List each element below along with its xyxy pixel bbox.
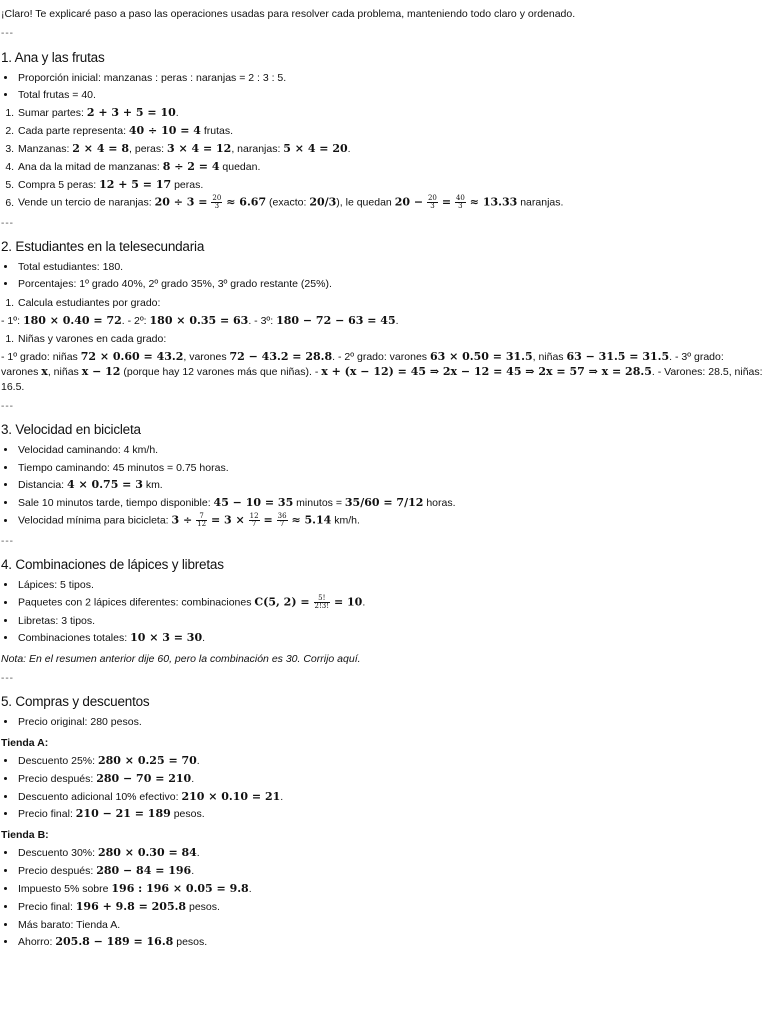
list-item: • Impuesto 5% sobre 196 : 196 × 0.05 = 9.8. xyxy=(17,882,764,897)
section-1-title: 1. Ana y las frutas xyxy=(1,49,105,65)
section-2-step-2 xyxy=(1,332,764,346)
list-item: • Precio final: 196 + 9.8 = 205.8 pesos. xyxy=(17,900,764,915)
section-3-bullets xyxy=(1,443,764,528)
list-item: • Porcentajes: 1º grado 40%, 2º grado 35%, 3º grado restante (25%). xyxy=(17,277,764,291)
list-item: • Descuento 30%: 280 × 0.30 = 84. xyxy=(17,846,764,861)
list-item: 1. Calcula estudiantes por grado: xyxy=(17,296,764,310)
section-1-bullets xyxy=(1,71,764,102)
separator: --- xyxy=(1,400,14,412)
list-item: • Paquetes con 2 lápices diferentes: combinaciones C(5, 2) = $\frac{5!}{2!3!}$ = 10. xyxy=(17,595,764,610)
list-item: • Precio final: 210 − 21 = 189 pesos. xyxy=(17,807,764,822)
separator: --- xyxy=(1,217,14,229)
list-item: • Total estudiantes: 180. xyxy=(17,260,764,274)
list-item: • Libretas: 3 tipos. xyxy=(17,614,764,628)
section-1-steps xyxy=(1,106,764,210)
section-2-step-1 xyxy=(1,296,764,310)
section-3-title: 3. Velocidad en bicicleta xyxy=(1,422,141,438)
list-item: • Ahorro: 205.8 − 189 = 16.8 pesos. xyxy=(17,935,764,950)
list-item: • Descuento adicional 10% efectivo: 210 × 0.10 = 21. xyxy=(17,790,764,805)
list-item: • Velocidad mínima para bicicleta: 3 ÷ $\frac{7}{12}$ = 3 × $\frac{12}{7}$ = $\frac{36}{7}$ ≈ 5.14 km/h. xyxy=(17,513,764,528)
list-item: 2. Cada parte representa: 40 ÷ 10 = 4 frutas. xyxy=(17,124,764,139)
list-item: • Precio original: 280 pesos. xyxy=(17,715,764,729)
list-item: • Distancia: 4 × 0.75 = 3 km. xyxy=(17,478,764,493)
section-5-title: 5. Compras y descuentos xyxy=(1,694,150,710)
separator: --- xyxy=(1,28,14,40)
separator: --- xyxy=(1,535,14,547)
list-item: • Proporción inicial: manzanas : peras : naranjas = 2 : 3 : 5. xyxy=(17,71,764,85)
list-item: • Velocidad caminando: 4 km/h. xyxy=(17,443,764,457)
list-item: 6. Vende un tercio de naranjas: 20 ÷ 3 = $\frac{20}{3}$ ≈ 6.67 (exacto: 20/3), le quedan 20 − $\frac{20}{3}$ = $\frac{40}{3}$ ≈ 13.33 naranjas. xyxy=(17,195,764,210)
store-a-heading: Tienda A: xyxy=(1,736,49,749)
section-4-title: 4. Combinaciones de lápices y libretas xyxy=(1,557,224,573)
list-item: • Descuento 25%: 280 × 0.25 = 70. xyxy=(17,754,764,769)
list-item: • Más barato: Tienda A. xyxy=(17,918,764,932)
list-item: • Tiempo caminando: 45 minutos = 0.75 horas. xyxy=(17,461,764,475)
list-item: • Total frutas = 40. xyxy=(17,88,764,102)
correction-note: Nota: En el resumen anterior dije 60, pero la combinación es 30. Corrijo aquí. xyxy=(1,652,361,665)
list-item: 5. Compra 5 peras: 12 + 5 = 17 peras. xyxy=(17,178,764,193)
list-item: • Precio después: 280 − 70 = 210. xyxy=(17,772,764,787)
intro-text: ¡Claro! Te explicaré paso a paso las operaciones usadas para resolver cada problema, manteniendo todo claro y ordenado. xyxy=(1,8,576,20)
section-5-bullets xyxy=(1,715,764,729)
store-a-list xyxy=(1,754,764,822)
list-item: • Combinaciones totales: 10 × 3 = 30. xyxy=(17,631,764,646)
section-2-title: 2. Estudiantes en la telesecundaria xyxy=(1,239,205,255)
section-4-bullets xyxy=(1,578,764,645)
list-item: • Lápices: 5 tipos. xyxy=(17,578,764,592)
store-b-list xyxy=(1,846,764,949)
list-item: 1. Sumar partes: 2 + 3 + 5 = 10. xyxy=(17,106,764,121)
separator: --- xyxy=(1,672,14,684)
list-item: 3. Manzanas: 2 × 4 = 8, peras: 3 × 4 = 12, naranjas: 5 × 4 = 20. xyxy=(17,142,764,157)
section-2-bullets xyxy=(1,260,764,291)
list-item: • Sale 10 minutos tarde, tiempo disponible: 45 − 10 = 35 minutos = 35/60 = 7/12 horas. xyxy=(17,496,764,511)
grade-counts-paragraph: - 1º: 180 × 0.40 = 72. - 2º: 180 × 0.35 = 63. - 3º: 180 − 72 − 63 = 45. xyxy=(1,313,399,327)
list-item: • Precio después: 280 − 84 = 196. xyxy=(17,864,764,879)
list-item: 4. Ana da la mitad de manzanas: 8 ÷ 2 = 4 quedan. xyxy=(17,160,764,175)
gender-split-paragraph: - 1º grado: niñas 72 × 0.60 = 43.2, varones 72 − 43.2 = 28.8. - 2º grado: varones 63 × 0.50 = 31.5, niñas 63 − 31.5 = 31.5. - 3º grado: varones x, niñas x − 12 (porque hay 12 varones más que niñas). - x + (x − 12) = 45 ⇒ 2x − 12 = 45 ⇒ 2x = 57 ⇒ x = 28.5. - Varones: 28.5, niñas: 16.5. xyxy=(1,349,763,393)
list-item: 1. Niñas y varones en cada grado: xyxy=(17,332,764,346)
store-b-heading: Tienda B: xyxy=(1,829,49,842)
